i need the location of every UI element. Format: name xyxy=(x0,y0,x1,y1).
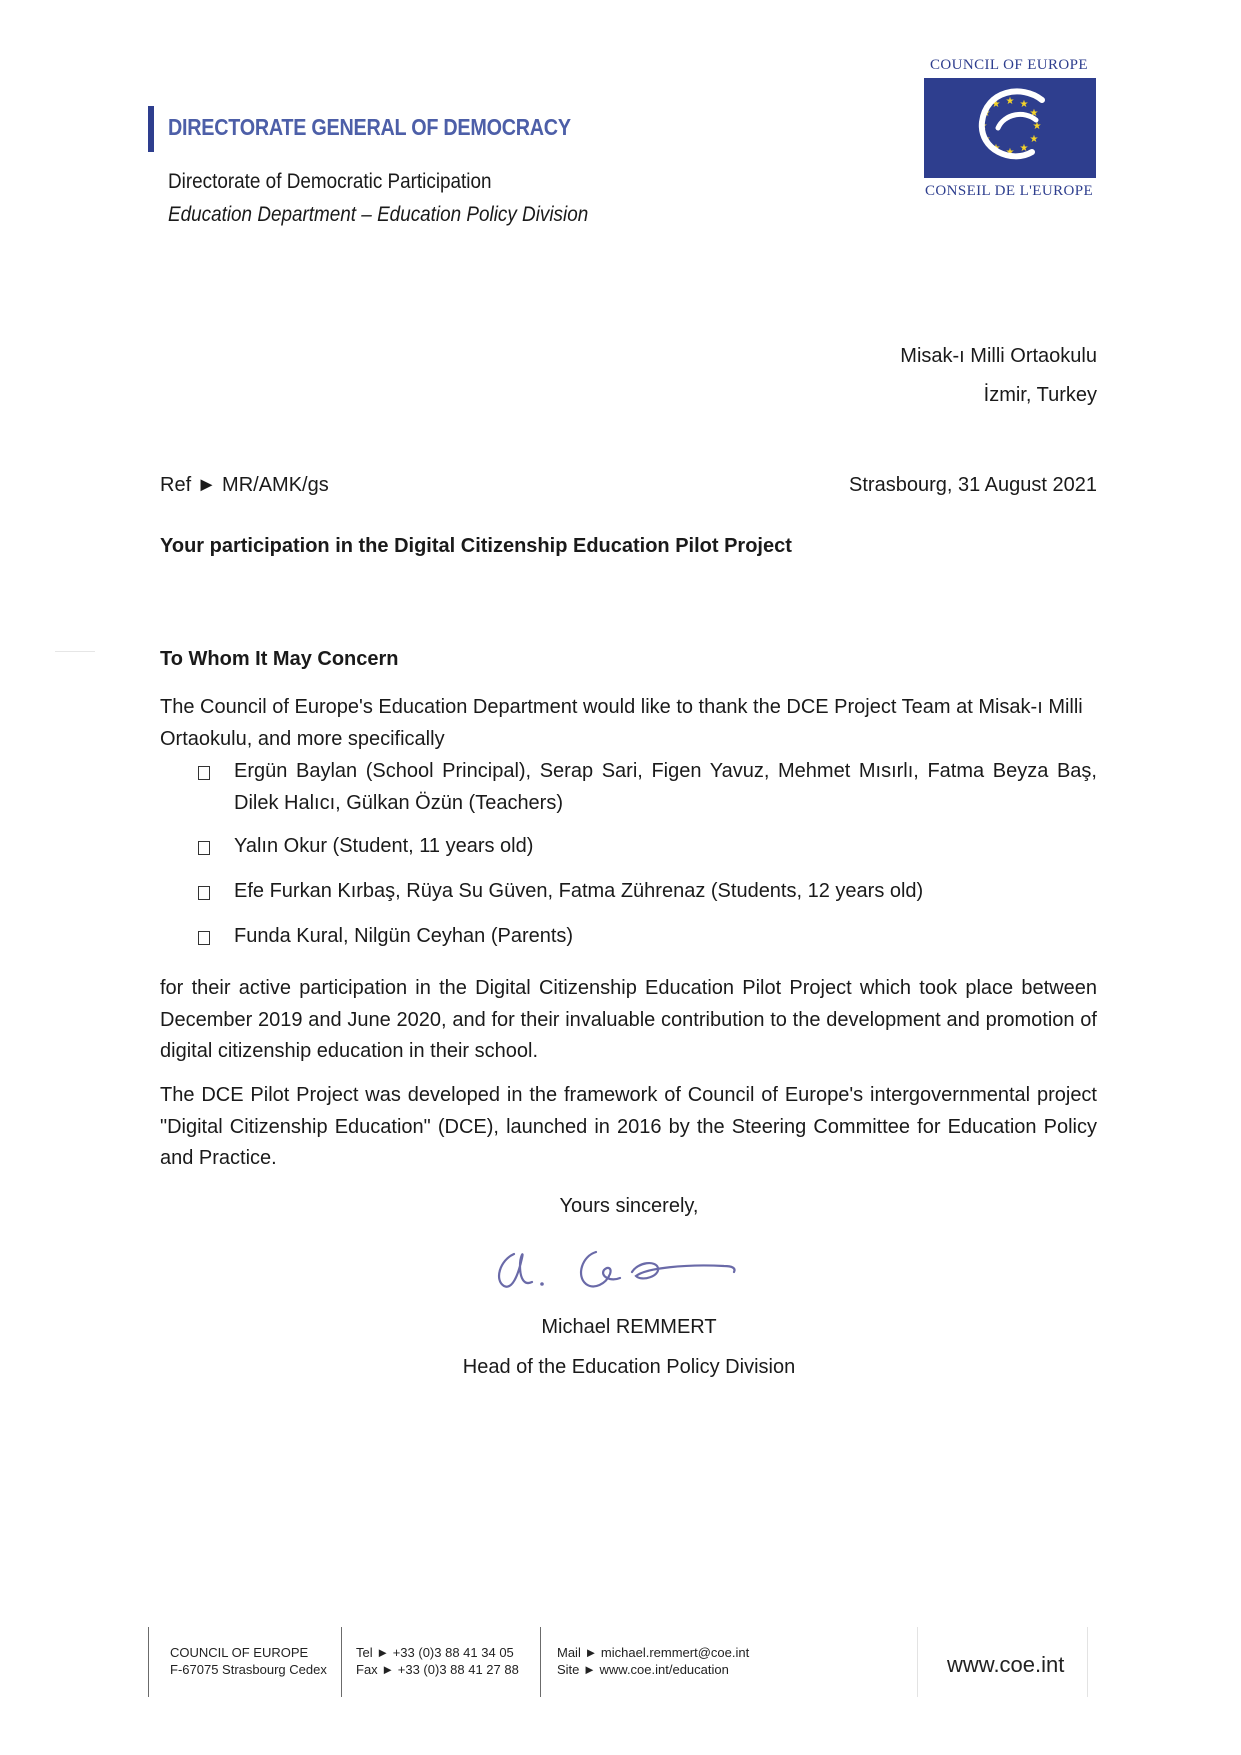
svg-text:★: ★ xyxy=(1019,143,1029,154)
bullet-icon xyxy=(198,931,210,945)
subject-line: Your participation in the Digital Citizenship Education Pilot Project xyxy=(160,535,792,557)
signature-image xyxy=(486,1236,766,1296)
footer-fax: Fax ► +33 (0)3 88 41 27 88 xyxy=(356,1662,519,1677)
footer-divider xyxy=(917,1627,918,1697)
footer-mail-link[interactable]: Mail ► michael.remmert@coe.int xyxy=(557,1645,750,1660)
svg-text:★: ★ xyxy=(1032,121,1042,132)
logo-top-text: COUNCIL OF EUROPE xyxy=(930,57,1088,73)
footer-site-link[interactable]: Site ► www.coe.int/education xyxy=(557,1662,729,1677)
recipient-line-2: İzmir, Turkey xyxy=(983,384,1097,406)
closing-salutation: Yours sincerely, xyxy=(559,1195,699,1217)
footer-divider xyxy=(1087,1627,1088,1697)
letter-date: Strasbourg, 31 August 2021 xyxy=(849,474,1097,496)
svg-text:★: ★ xyxy=(1029,108,1039,119)
footer-divider xyxy=(341,1627,342,1697)
list-item: Efe Furkan Kırbaş, Rüya Su Güven, Fatma Zührenaz (Students, 12 years old) xyxy=(234,880,924,902)
svg-text:★: ★ xyxy=(981,134,991,145)
footer-tel: Tel ► +33 (0)3 88 41 34 05 xyxy=(356,1645,514,1660)
footer-org: COUNCIL OF EUROPE xyxy=(170,1645,309,1660)
list-item: Ergün Baylan (School Principal), Serap Sari, Figen Yavuz, Mehmet Mısırlı, Fatma Beyza Baş, Dilek Halıcı, Gülkan Özün (Teachers) xyxy=(234,760,1097,814)
signatory-title: Head of the Education Policy Division xyxy=(462,1356,796,1378)
svg-text:★: ★ xyxy=(991,143,1001,154)
svg-text:★: ★ xyxy=(1005,96,1015,107)
svg-text:★: ★ xyxy=(1005,147,1015,158)
svg-text:★: ★ xyxy=(1029,134,1039,145)
footer-website-link[interactable]: www.coe.int xyxy=(947,1652,1065,1677)
footer-divider xyxy=(540,1627,541,1697)
body-paragraph-3: The DCE Pilot Project was developed in the framework of Council of Europe's intergovernmental project "Digital Citizenship Education" (DCE), launched in 2016 by the Steering Committee for Education Policy and Practice. xyxy=(160,1084,1097,1169)
svg-text:★: ★ xyxy=(991,99,1001,110)
directorate-name: Directorate of Democratic Participation xyxy=(168,170,492,193)
svg-text:★: ★ xyxy=(978,121,988,132)
list-item: Funda Kural, Nilgün Ceyhan (Parents) xyxy=(234,925,574,947)
bullet-icon xyxy=(198,766,210,780)
bullet-icon xyxy=(198,886,210,900)
signatory-name: Michael REMMERT xyxy=(541,1316,717,1338)
body-paragraph-2: for their active participation in the Digital Citizenship Education Pilot Project which took place between December 2019 and June 2020, and for their invaluable contribution to the development and promotion of digital citizenship education in their school. xyxy=(160,977,1097,1062)
recipient-line-1: Misak-ı Milli Ortaokulu xyxy=(900,345,1097,367)
intro-paragraph: The Council of Europe's Education Department would like to thank the DCE Project Team at Misak-ı Milli Ortaokulu, and more specifically xyxy=(160,696,1083,750)
bullet-icon xyxy=(198,841,210,855)
header-accent-bar xyxy=(148,106,154,152)
footer-divider xyxy=(148,1627,149,1697)
list-item: Yalın Okur (Student, 11 years old) xyxy=(234,835,534,857)
margin-mark xyxy=(55,651,95,652)
footer-address: F-67075 Strasbourg Cedex xyxy=(170,1662,327,1677)
svg-text:★: ★ xyxy=(981,108,991,119)
reference: Ref ► MR/AMK/gs xyxy=(160,474,329,496)
svg-text:★: ★ xyxy=(1019,99,1029,110)
department-name: Education Department – Education Policy Division xyxy=(168,203,589,226)
greeting: To Whom It May Concern xyxy=(160,648,399,670)
directorate-general-title: DIRECTORATE GENERAL OF DEMOCRACY xyxy=(168,114,571,140)
logo-bottom-text: CONSEIL DE L'EUROPE xyxy=(924,183,1094,199)
council-of-europe-emblem-icon xyxy=(924,78,1096,178)
